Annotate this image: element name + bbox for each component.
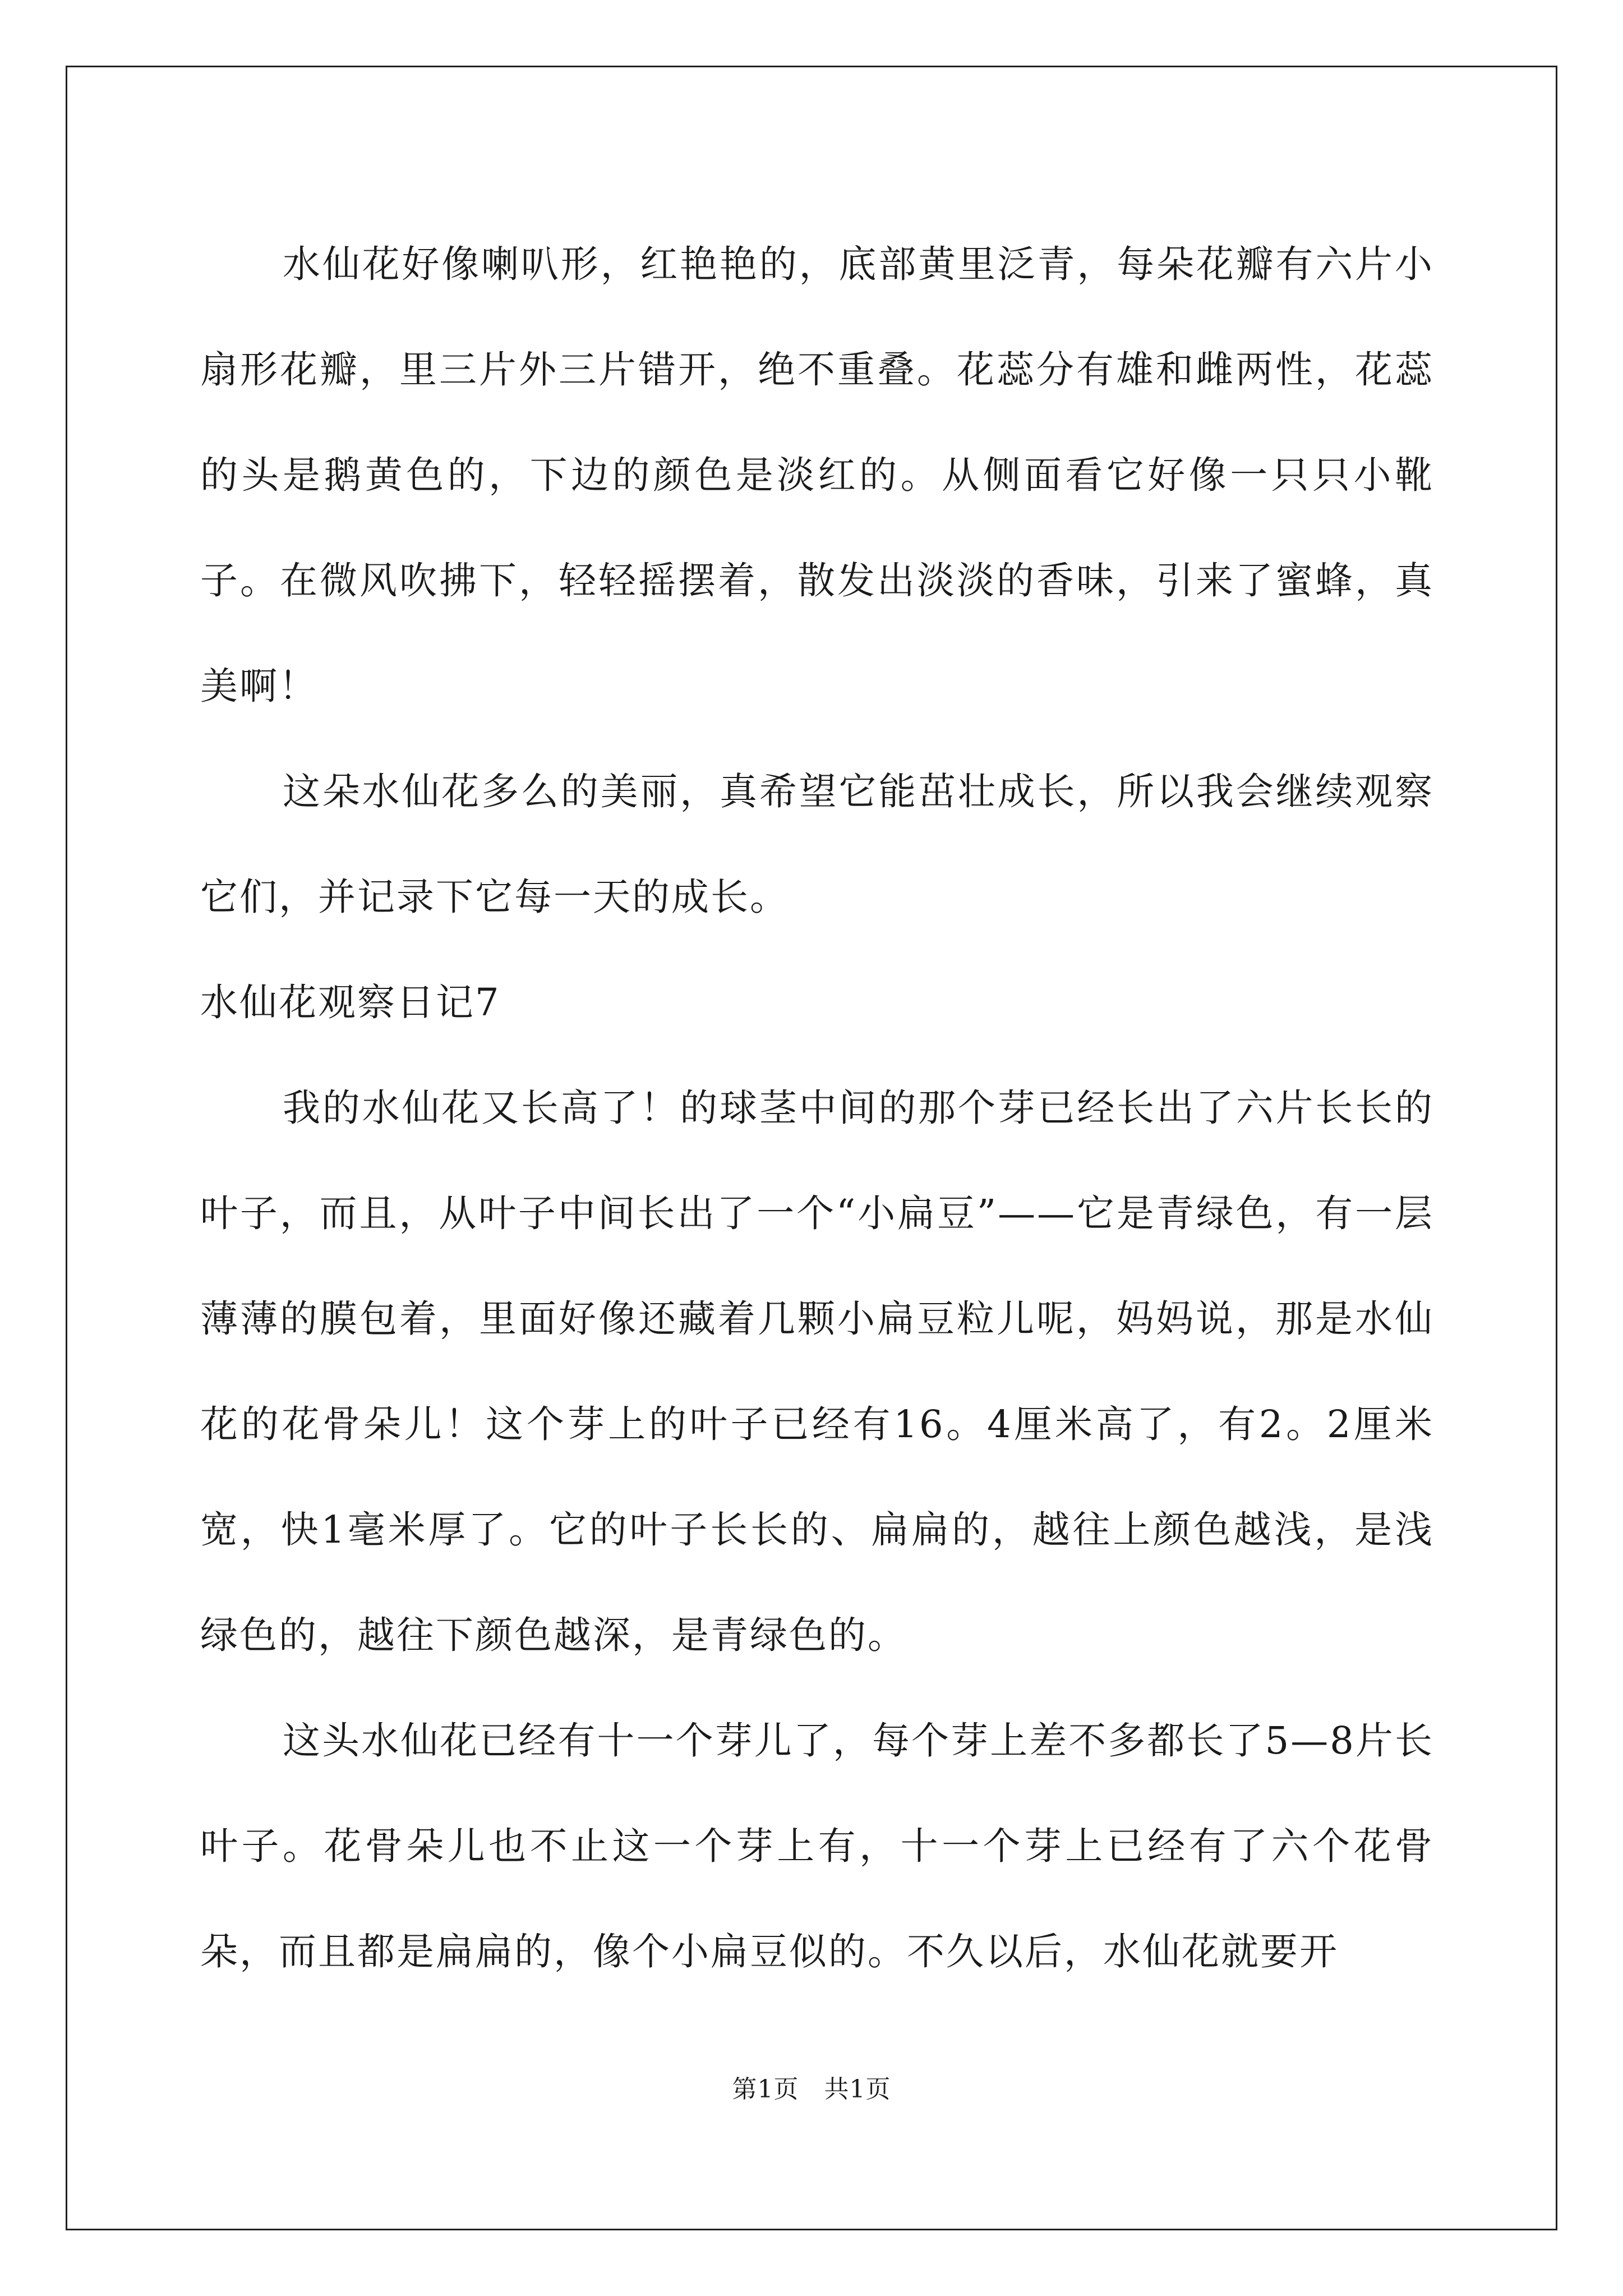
paragraph: 这头水仙花已经有十一个芽儿了，每个芽上差不多都长了5—8片长叶子。花骨朵儿也不止这一个芽上有，十一个芽上已经有了六个花骨朵，而且都是扁扁的，像个小扁豆似的。不久以后，水仙花就要开 [200,1719,1434,1973]
page-footer [0,2069,1623,2105]
paragraph: 我的水仙花又长高了！的球茎中间的那个芽已经长出了六片长长的叶子，而且，从叶子中间长出了一个“小扁豆”——它是青绿色，有一层薄薄的膜包着，里面好像还藏着几颗小扁豆粒儿呢，妈妈说，那是水仙花的花骨朵儿！这个芽上的叶子已经有16。4厘米高了，有2。2厘米宽，快1毫米厚了。它的叶子长长的、扁扁的，越往上颜色越浅，是浅绿色的，越往下颜色越深，是青绿色的。 [200,1086,1434,1657]
page-number: 第1页 [732,2075,799,2104]
paragraph: 这朵水仙花多么的美丽，真希望它能茁壮成长，所以我会继续观察它们，并记录下它每一天的成长。 [200,770,1434,919]
paragraph: 水仙花好像喇叭形，红艳艳的，底部黄里泛青，每朵花瓣有六片小扇形花瓣，里三片外三片错开，绝不重叠。花蕊分有雄和雌两性，花蕊的头是鹅黄色的，下边的颜色是淡红的。从侧面看它好像一只只小靴子。在微风吹拂下，轻轻摇摆着，散发出淡淡的香味，引来了蜜蜂，真美啊！ [200,242,1434,708]
document-body [200,211,1434,2004]
page-total: 共1页 [824,2075,891,2104]
section-heading: 水仙花观察日记7 [200,981,501,1024]
